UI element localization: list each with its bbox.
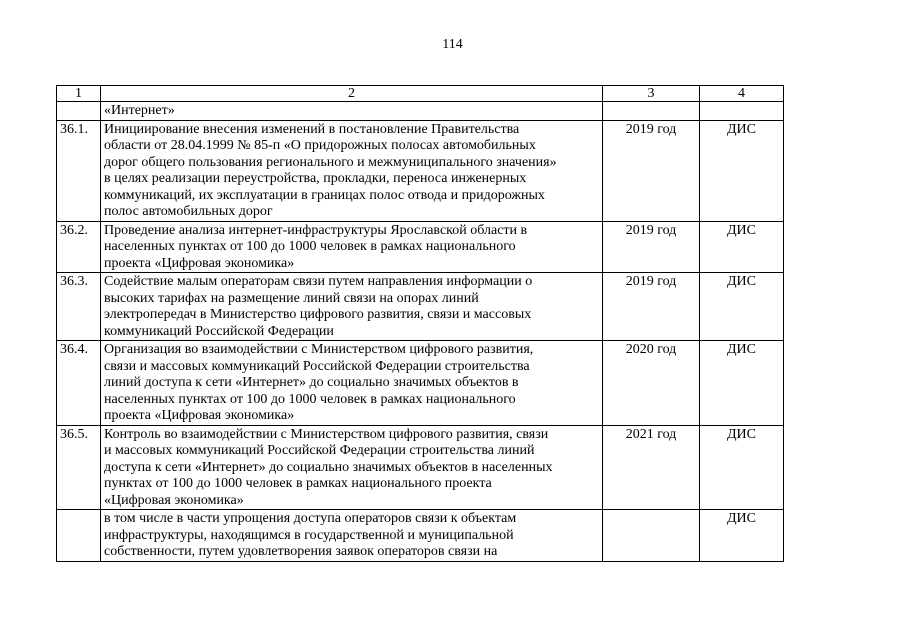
row-text-cell (101, 120, 603, 221)
row-text-line: населенных пунктах от 100 до 1000 человек в рамках национального (104, 391, 516, 407)
row-text-cell (101, 221, 603, 273)
header-col-2: 2 (101, 86, 603, 102)
row-text-line: «Интернет» (104, 103, 175, 118)
row-year-cell (603, 510, 700, 562)
row-year-cell (603, 102, 700, 121)
table-row (57, 510, 784, 562)
row-year-cell: 2019 год (603, 273, 700, 341)
table-row (57, 273, 784, 341)
row-text-line: Содействие малым операторам связи путем направления информации о (104, 274, 533, 289)
row-text-line: в целях реализации переустройства, прокладки, переноса инженерных (104, 171, 527, 186)
table-row (57, 425, 784, 510)
table-row (57, 102, 784, 121)
table-row (57, 341, 784, 426)
row-text-line: собственности, путем удовлетворения заявок операторов связи на (104, 544, 498, 559)
row-executor-cell: ДИС (700, 221, 784, 273)
row-text-cell (101, 425, 603, 510)
row-executor-cell: ДИС (700, 120, 784, 221)
row-text-cell (101, 102, 603, 121)
row-text-line: коммуникаций Российской Федерации (104, 323, 334, 339)
row-text-line: области от 28.04.1999 № 85-п «О придорожных полосах автомобильных (104, 138, 536, 153)
row-text-cell (101, 273, 603, 341)
row-text-line: Контроль во взаимодействии с Министерством цифрового развития, связи (104, 426, 549, 442)
row-year-cell: 2019 год (603, 221, 700, 273)
row-text-cell (101, 341, 603, 426)
row-executor-cell (700, 102, 784, 121)
row-number-cell: 36.2. (57, 221, 101, 273)
page-number: 114 (442, 37, 463, 52)
row-text-line: проекта «Цифровая экономика» (104, 255, 295, 271)
row-text-line: в том числе в части упрощения доступа операторов связи к объектам (104, 511, 517, 526)
row-text-line: связи и массовых коммуникаций Российской Федерации строительства (104, 358, 530, 374)
row-executor-cell: ДИС (700, 341, 784, 426)
row-text-line: доступа к сети «Интернет» до социально значимых объектов в населенных (104, 459, 553, 475)
row-text-line: пунктах от 100 до 1000 человек в рамках национального проекта (104, 476, 492, 491)
table-row (57, 221, 784, 273)
row-text-line: линий доступа к сети «Интернет» до социально значимых объектов в (104, 375, 519, 390)
row-executor-cell: ДИС (700, 510, 784, 562)
row-text-line: полос автомобильных дорог (104, 204, 273, 219)
row-number-cell: 36.5. (57, 425, 101, 510)
row-number-cell: 36.4. (57, 341, 101, 426)
row-text-line: Проведение анализа интернет-инфраструктуры Ярославской области в (104, 222, 528, 238)
row-text-line: проекта «Цифровая экономика» (104, 408, 295, 423)
row-number-cell: 36.3. (57, 273, 101, 341)
row-text-cell (101, 510, 603, 562)
header-col-3: 3 (603, 86, 700, 102)
table-row (57, 120, 784, 221)
row-text-line: населенных пунктах от 100 до 1000 человек в рамках национального (104, 239, 516, 254)
row-year-cell: 2020 год (603, 341, 700, 426)
row-year-cell: 2019 год (603, 120, 700, 221)
row-text-line: Организация во взаимодействии с Министерством цифрового развития, (104, 342, 534, 357)
row-year-cell: 2021 год (603, 425, 700, 510)
row-text-line: высоких тарифах на размещение линий связи на опорах линий (104, 290, 479, 306)
table-body (57, 86, 784, 562)
row-executor-cell: ДИС (700, 273, 784, 341)
row-text-line: электропередач в Министерство цифрового развития, связи и массовых (104, 307, 532, 322)
header-col-1: 1 (57, 86, 101, 102)
table-header-row (57, 86, 784, 102)
plan-table (56, 85, 784, 562)
row-text-line: и массовых коммуникаций Российской Федерации строительства линий (104, 443, 535, 458)
row-text-line: дорог общего пользования регионального и межмуниципального значения» (104, 154, 557, 170)
row-number-cell: 36.1. (57, 120, 101, 221)
row-number-cell (57, 102, 101, 121)
header-col-4: 4 (700, 86, 784, 102)
row-number-cell (57, 510, 101, 562)
row-text-line: Инициирование внесения изменений в постановление Правительства (104, 121, 520, 137)
row-executor-cell: ДИС (700, 425, 784, 510)
row-text-line: инфраструктуры, находящимся в государственной и муниципальной (104, 527, 514, 543)
row-text-line: «Цифровая экономика» (104, 492, 244, 508)
row-text-line: коммуникаций, их эксплуатации в границах полос отвода и придорожных (104, 187, 545, 203)
